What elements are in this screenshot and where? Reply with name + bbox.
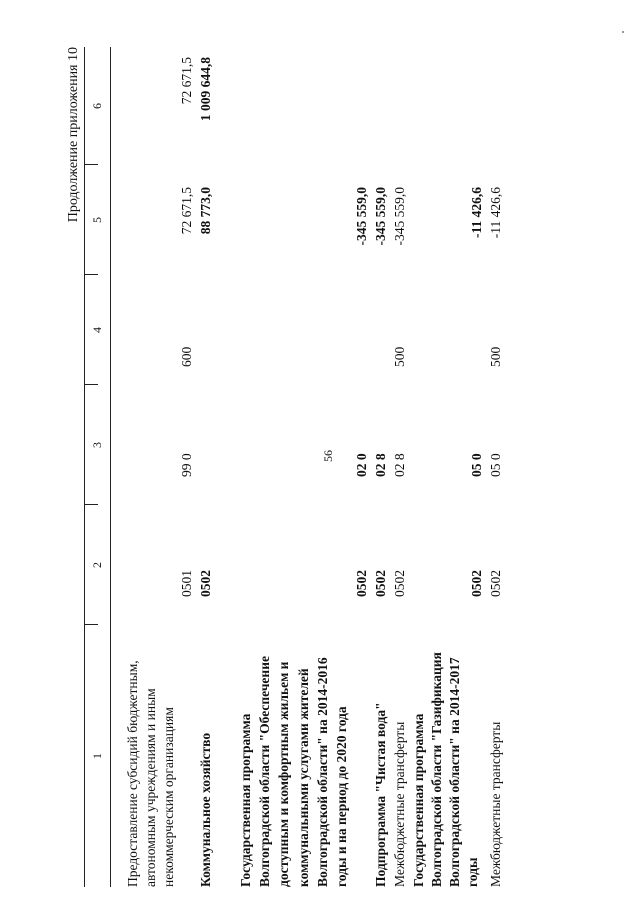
column-header: 6 bbox=[90, 103, 104, 109]
row-target-code: 02 0 bbox=[354, 453, 369, 477]
row-name: Межбюджетные трансферты bbox=[392, 721, 407, 887]
row-change-amount: -11 426,6 bbox=[469, 187, 484, 239]
continuation-label: Продолжение приложения 10 bbox=[66, 47, 81, 223]
row-section-code: 0502 bbox=[392, 570, 407, 597]
column-header: 2 bbox=[90, 562, 104, 568]
row-expense-type: 500 bbox=[488, 346, 503, 367]
row-change-amount: -345 559,0 bbox=[392, 187, 407, 246]
column-header: 5 bbox=[90, 217, 104, 223]
row-change-amount: 88 773,0 bbox=[198, 187, 213, 235]
row-name: Государственная программа Волгоградской области "Обеспечение доступным и комфортным жильем и коммунальными услугами жителей Волгоградской области" на 2014-2016 годы и на период до 2020 года bbox=[238, 656, 350, 887]
row-target-code: 05 0 bbox=[488, 453, 503, 477]
header-bottom-rule bbox=[110, 47, 111, 887]
row-name: Коммунальное хозяйство bbox=[198, 732, 213, 887]
row-target-code: 02 8 bbox=[373, 453, 388, 477]
row-change-amount: -345 559,0 bbox=[354, 187, 369, 246]
row-name: Подпрограмма "Чистая вода" bbox=[373, 702, 388, 887]
column-header: 4 bbox=[90, 327, 104, 333]
row-change-amount: -11 426,6 bbox=[488, 187, 503, 239]
column-header: 3 bbox=[90, 442, 104, 448]
row-section-code: 0502 bbox=[469, 570, 484, 597]
row-target-code: 99 0 bbox=[179, 453, 194, 477]
row-section-code: 0502 bbox=[354, 570, 369, 597]
row-section-code: 0502 bbox=[488, 570, 503, 597]
row-change-amount: 72 671,5 bbox=[179, 187, 194, 235]
row-section-code: 0502 bbox=[373, 570, 388, 597]
table-top-rule bbox=[84, 47, 85, 887]
row-target-code: 02 8 bbox=[392, 453, 407, 477]
column-header: 1 bbox=[90, 753, 104, 759]
row-name: Государственная программа Волгоградской области "Газификация Волгоградской области" на 2014-2017 годы bbox=[411, 652, 480, 887]
scan-speck bbox=[622, 31, 624, 33]
rotated-table-page bbox=[62, 47, 602, 887]
row-total-amount: 72 671,5 bbox=[179, 57, 194, 105]
row-section-code: 0502 bbox=[198, 570, 213, 597]
row-expense-type: 500 bbox=[392, 346, 407, 367]
row-change-amount: -345 559,0 bbox=[373, 187, 388, 246]
row-expense-type: 600 bbox=[179, 346, 194, 367]
row-total-amount: 1 009 644,8 bbox=[198, 57, 213, 122]
row-section-code: 0501 bbox=[179, 570, 194, 597]
row-target-code: 05 0 bbox=[469, 453, 484, 477]
page-number: 56 bbox=[321, 450, 335, 462]
row-name: Предоставление субсидий бюджетным, автономным учреждениям и иным некоммерческим организациям bbox=[125, 660, 176, 887]
row-name: Межбюджетные трансферты bbox=[488, 721, 503, 887]
